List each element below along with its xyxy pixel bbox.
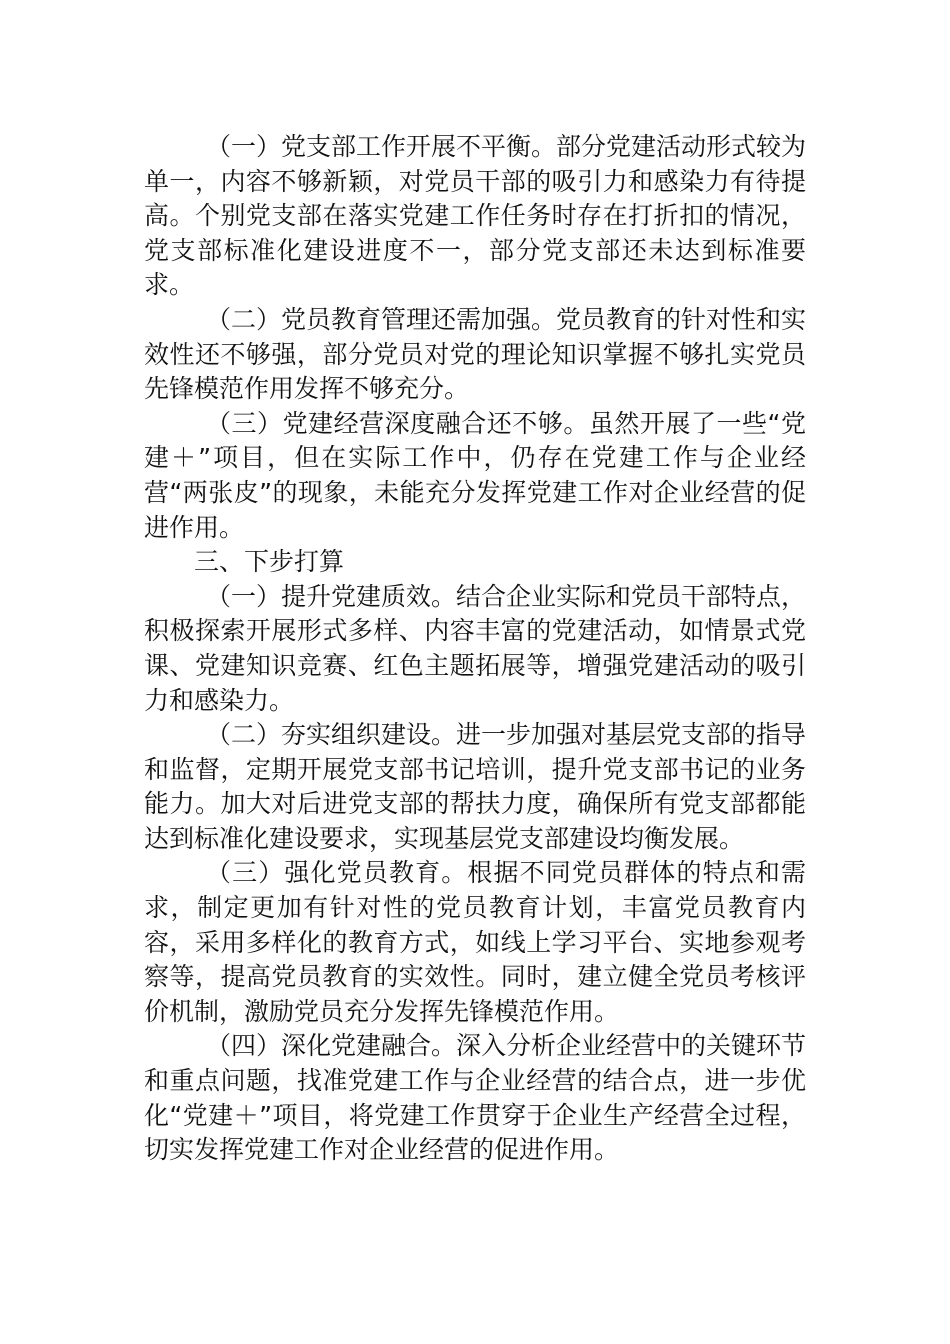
paragraph-improve-effectiveness: （一）提升党建质效。结合企业实际和党员干部特点，积极探索开展形式多样、内容丰富的党建活动，如情景式党课、党建知识竞赛、红色主题拓展等，增强党建活动的吸引力和感染力。 (144, 581, 807, 715)
paragraph-integration: （三）党建经营深度融合还不够。虽然开展了一些“党建＋”项目，但在实际工作中，仍存在党建工作与企业经营“两张皮”的现象，未能充分发挥党建工作对企业经营的促进作用。 (144, 408, 806, 542)
document-body (144, 130, 806, 1168)
section-heading-next-steps: 三、下步打算 (194, 547, 345, 577)
paragraph-strengthen-education: （三）强化党员教育。根据不同党员群体的特点和需求，制定更加有针对性的党员教育计划，丰富党员教育内容，采用多样化的教育方式，如线上学习平台、实地参观考察等，提高党员教育的实效性。同时，建立健全党员考核评价机制，激励党员充分发挥先锋模范作用。 (144, 858, 806, 1026)
paragraph-member-education: （二）党员教育管理还需加强。党员教育的针对性和实效性还不够强，部分党员对党的理论知识掌握不够扎实党员先锋模范作用发挥不够充分。 (144, 304, 807, 404)
paragraph-branch-imbalance: （一）党支部工作开展不平衡。部分党建活动形式较为单一，内容不够新颖，对党员干部的吸引力和感染力有待提高。个别党支部在落实党建工作任务时存在打折扣的情况，党支部标准化建设进度不一，部分党支部还未达到标准要求。 (144, 132, 807, 300)
paragraph-deepen-integration: （四）深化党建融合。深入分析企业经营中的关键环节和重点问题，找准党建工作与企业经营的结合点，进一步优化“党建＋”项目，将党建工作贯穿于企业生产经营全过程，切实发挥党建工作对企业经营的促进作用。 (144, 1031, 807, 1165)
paragraph-organization-building: （二）夯实组织建设。进一步加强对基层党支部的指导和监督，定期开展党支部书记培训，提升党支部书记的业务能力。加大对后进党支部的帮扶力度，确保所有党支部都能达到标准化建设要求，实现基层党支部建设均衡发展。 (144, 720, 807, 853)
